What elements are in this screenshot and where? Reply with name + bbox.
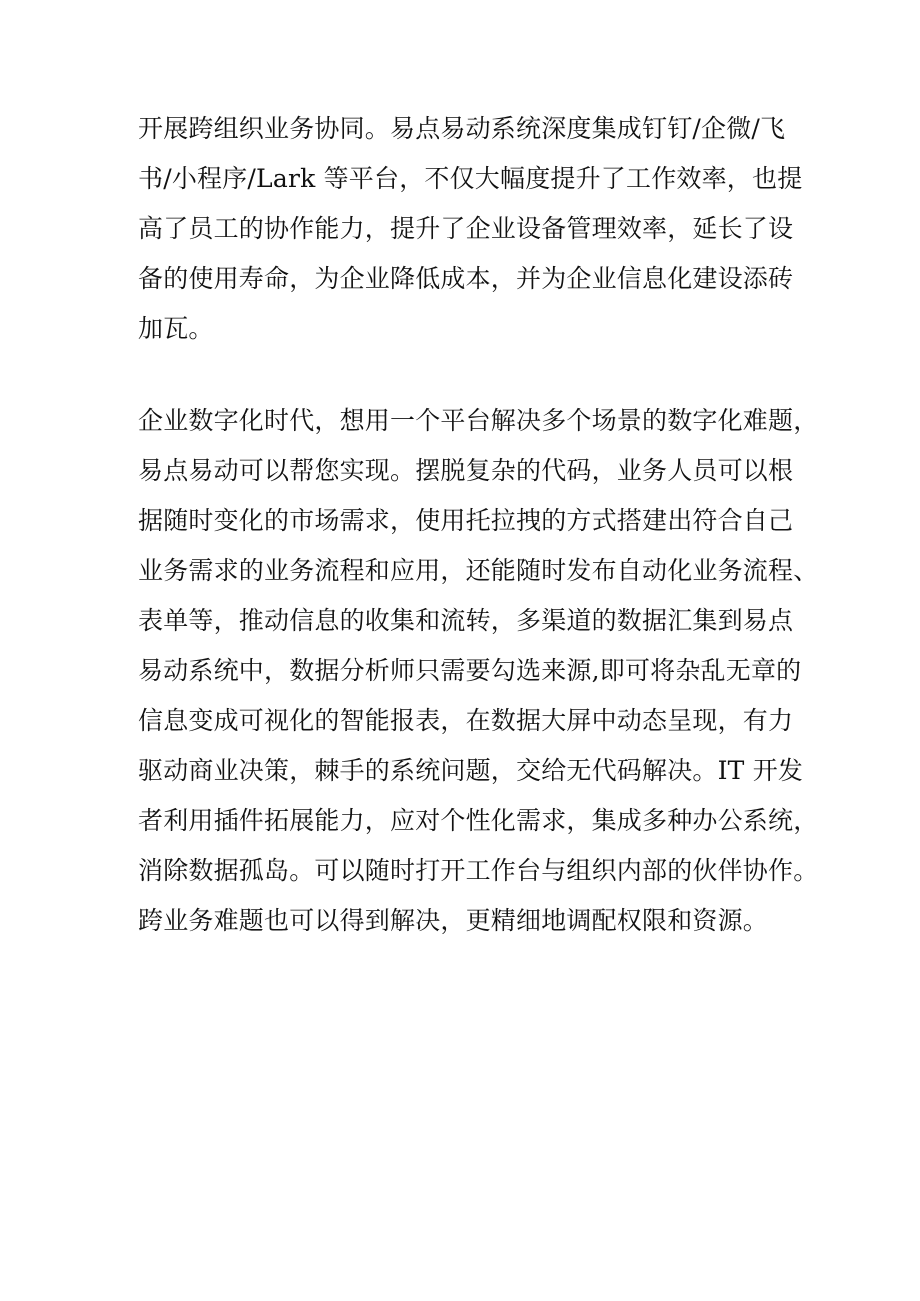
document-body: [138, 104, 819, 946]
text-line: 开展跨组织业务协同。易点易动系统深度集成钉钉/企微/飞: [138, 114, 786, 143]
text-line: 者利用插件拓展能力，应对个性化需求，集成多种办公系统，: [138, 806, 819, 835]
text-line: 信息变成可视化的智能报表，在数据大屏中动态呈现，有力: [138, 706, 794, 735]
paragraph-spacer: [138, 354, 798, 396]
paragraph-1: [138, 104, 803, 354]
text-line: 易动系统中，数据分析师只需要勾选来源,即可将杂乱无章的: [138, 656, 802, 685]
text-line: 驱动商业决策，棘手的系统问题，交给无代码解决。IT 开发: [138, 756, 804, 785]
text-line: 业务需求的业务流程和应用，还能随时发布自动化业务流程、: [138, 556, 819, 585]
paragraph-2: [138, 396, 819, 946]
text-line: 备的使用寿命，为企业降低成本，并为企业信息化建设添砖: [138, 264, 794, 293]
text-line: 据随时变化的市场需求，使用托拉拽的方式搭建出符合自己: [138, 506, 794, 535]
text-line: 易点易动可以帮您实现。摆脱复杂的代码，业务人员可以根: [138, 456, 794, 485]
text-line: 书/小程序/Lark 等平台，不仅大幅度提升了工作效率，也提: [138, 164, 803, 193]
text-line: 消除数据孤岛。可以随时打开工作台与组织内部的伙伴协作。: [138, 856, 819, 885]
text-line: 表单等，推动信息的收集和流转，多渠道的数据汇集到易点: [138, 606, 794, 635]
text-line: 加瓦。: [138, 314, 214, 343]
text-line: 跨业务难题也可以得到解决，更精细地调配权限和资源。: [138, 906, 769, 935]
text-line: 高了员工的协作能力，提升了企业设备管理效率，延长了设: [138, 214, 794, 243]
text-line: 企业数字化时代，想用一个平台解决多个场景的数字化难题，: [138, 406, 819, 435]
